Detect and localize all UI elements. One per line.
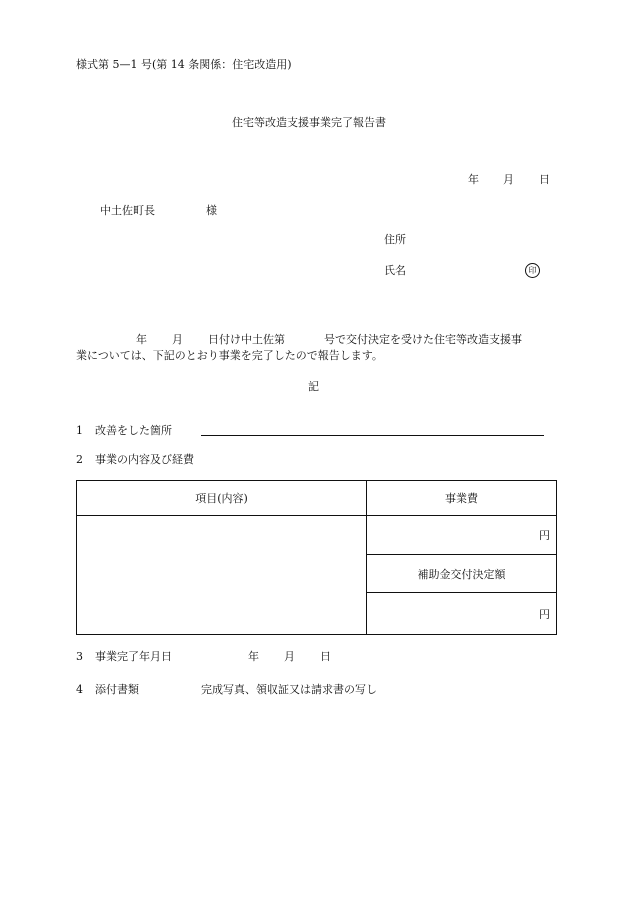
item3-year: 年 xyxy=(248,650,259,663)
item1-blank-line xyxy=(201,435,544,436)
item3-label: 事業完了年月日 xyxy=(95,650,172,663)
cost-amount-cell: 円 xyxy=(367,516,557,555)
body-line-2: 業については、下記のとおり事業を完了したので報告します。 xyxy=(76,349,383,362)
item1-number: 1 xyxy=(76,424,83,437)
address-label: 住所 xyxy=(384,233,406,246)
date-day: 日 xyxy=(539,173,550,186)
body-issue-suffix: 号で交付決定を受けた住宅等改造支援事 xyxy=(324,333,522,346)
recipient-name: 中土佐町長 xyxy=(100,204,155,217)
date-month: 月 xyxy=(503,173,514,186)
body-year: 年 xyxy=(136,333,147,346)
item2-number: 2 xyxy=(76,453,83,466)
content-cell xyxy=(77,516,367,635)
subsidy-label-cell: 補助金交付決定額 xyxy=(367,555,557,593)
body-month: 月 xyxy=(172,333,183,346)
form-number: 様式第 5—1 号(第 14 条関係：住宅改造用) xyxy=(76,58,292,71)
item3-number: 3 xyxy=(76,650,83,663)
item4-label: 添付書類 xyxy=(95,683,139,696)
body-day-prefix: 日付け中土佐第 xyxy=(208,333,285,346)
item3-month: 月 xyxy=(284,650,295,663)
name-label: 氏名 xyxy=(384,264,406,277)
cost-table xyxy=(76,480,557,635)
document-title: 住宅等改造支援事業完了報告書 xyxy=(232,116,386,129)
item1-label: 改善をした箇所 xyxy=(95,424,172,437)
item2-label: 事業の内容及び経費 xyxy=(95,453,194,466)
header-content: 項目(内容) xyxy=(77,481,367,516)
item4-value: 完成写真、領収証又は請求書の写し xyxy=(201,683,377,696)
seal-icon: 印 xyxy=(525,263,540,278)
recipient-honorific: 様 xyxy=(206,204,217,217)
ki-heading: 記 xyxy=(308,380,319,393)
item3-day: 日 xyxy=(320,650,331,663)
subsidy-amount-cell: 円 xyxy=(367,593,557,635)
date-year: 年 xyxy=(468,173,479,186)
header-cost: 事業費 xyxy=(367,481,557,516)
item4-number: 4 xyxy=(76,683,83,696)
